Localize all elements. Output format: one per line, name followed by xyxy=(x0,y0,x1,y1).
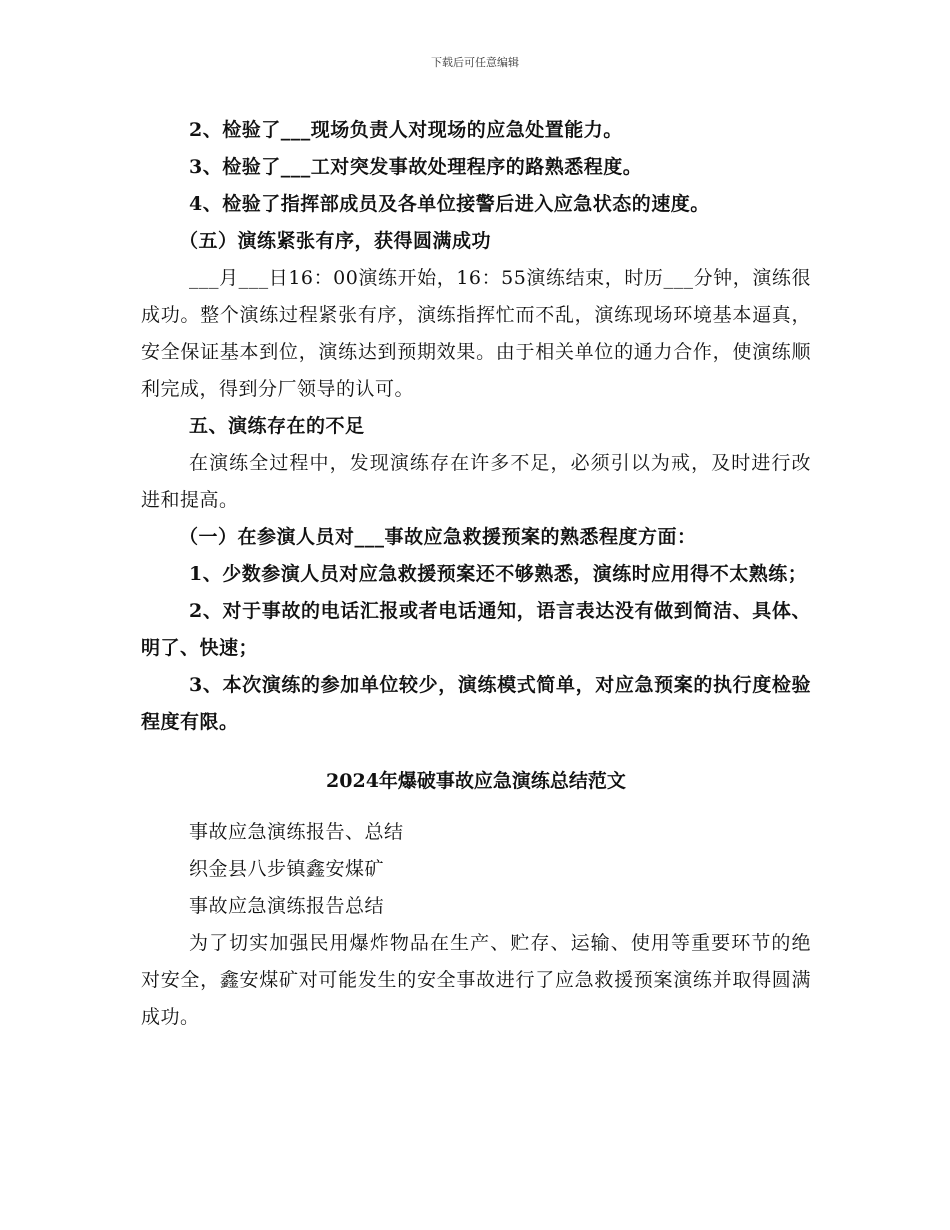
header-note: 下载后可任意编辑 xyxy=(431,56,519,69)
subsection-heading-1: （一）在参演人员对___事故应急救援预案的熟悉程度方面： xyxy=(179,526,697,548)
paragraph-issue-1: 1、少数参演人员对应急救援预案还不够熟悉，演练时应用得不太熟练； xyxy=(189,563,808,585)
paragraph-shortcomings-intro: 在演练全过程中，发现演练存在许多不足，必须引以为戒，及时进行改进和提高。 xyxy=(141,452,811,511)
paragraph-drill-timing: ___月___日16：00演练开始，16：55演练结束，时历___分钟，演练很成功。整个演练过程紧张有序，演练指挥忙而不乱，演练现场环境基本逼真，安全保证基本到位，演练达到预期效果。由于相关单位的通力合作，使演练顺利完成，得到分厂领导的认可。 xyxy=(141,267,811,400)
document-title: 2024年爆破事故应急演练总结范文 xyxy=(326,770,626,792)
section-heading-5: （五）演练紧张有序，获得圆满成功 xyxy=(179,230,492,252)
paragraph-issue-2: 2、对于事故的电话汇报或者电话通知，语言表达没有做到简洁、具体、明了、快速； xyxy=(141,600,811,659)
paragraph-check-4: 4、检验了指挥部成员及各单位接警后进入应急状态的速度。 xyxy=(189,193,710,215)
document-body xyxy=(141,112,811,1036)
paragraph-intro: 为了切实加强民用爆炸物品在生产、贮存、运输、使用等重要环节的绝对安全，鑫安煤矿对可能发生的安全事故进行了应急救援预案演练并取得圆满成功。 xyxy=(141,932,811,1028)
paragraph-organization: 织金县八步镇鑫安煤矿 xyxy=(189,858,385,880)
paragraph-report-label: 事故应急演练报告、总结 xyxy=(189,821,404,843)
paragraph-check-3: 3、检验了___工对突发事故处理程序的路熟悉程度。 xyxy=(189,156,643,178)
paragraph-report-summary: 事故应急演练报告总结 xyxy=(189,895,385,917)
paragraph-issue-3: 3、本次演练的参加单位较少，演练模式简单，对应急预案的执行度检验程度有限。 xyxy=(141,674,811,733)
paragraph-check-2: 2、检验了___现场负责人对现场的应急处置能力。 xyxy=(189,119,623,141)
section-heading-shortcomings: 五、演练存在的不足 xyxy=(189,415,365,437)
